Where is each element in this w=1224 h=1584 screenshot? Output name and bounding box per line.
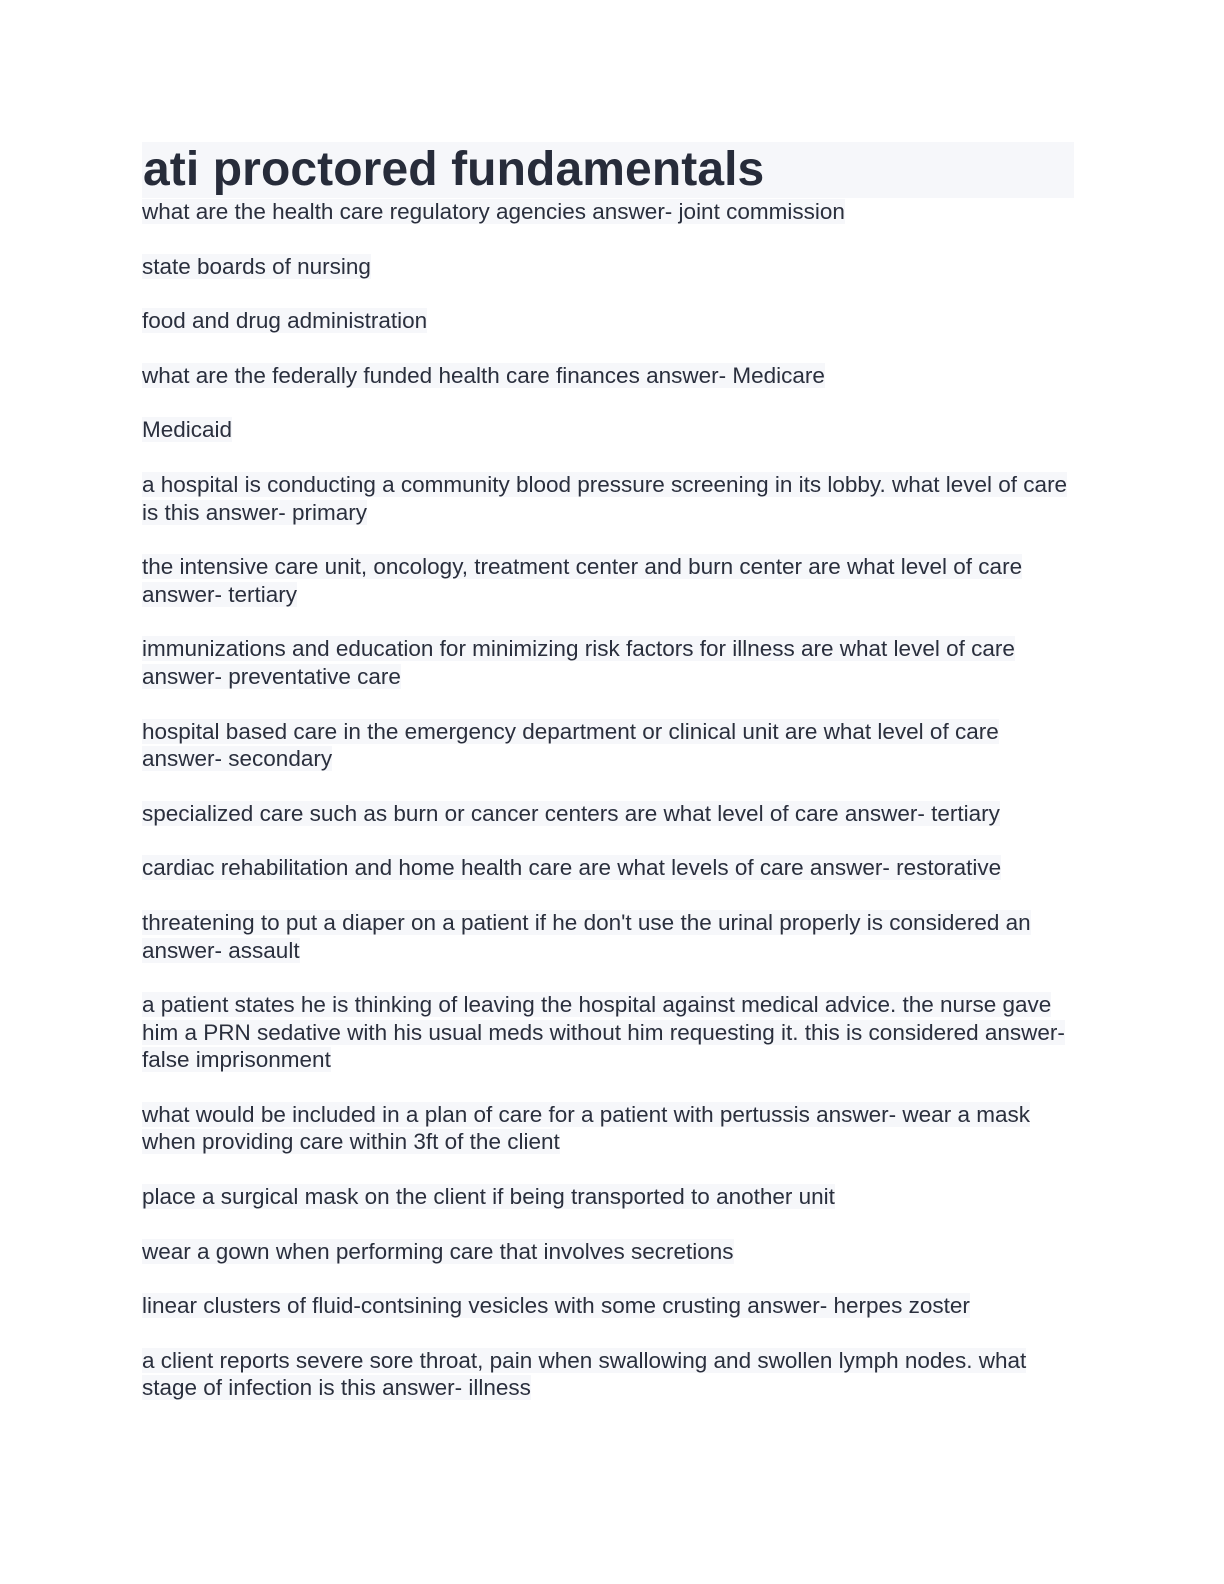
document-title: ati proctored fundamentals <box>143 143 765 196</box>
entry-paragraph <box>142 553 1074 608</box>
entry-paragraph <box>142 909 1074 964</box>
entry-text: what are the federally funded health care finances answer- Medicare <box>142 362 825 388</box>
entry-paragraph <box>142 1238 1074 1266</box>
entry-text: state boards of nursing <box>142 253 371 279</box>
entry-text: a hospital is conducting a community blood pressure screening in its lobby. what level of care is this answer- primary <box>142 471 1068 525</box>
entry-text: a client reports severe sore throat, pain when swallowing and swollen lymph nodes. what stage of infection is this answer- illness <box>142 1347 1027 1401</box>
entry-text: wear a gown when performing care that involves secretions <box>142 1238 734 1264</box>
entry-paragraph <box>142 253 1074 281</box>
entry-paragraph <box>142 718 1074 773</box>
entry-text: food and drug administration <box>142 308 428 334</box>
entry-paragraph <box>142 416 1074 444</box>
entry-paragraph <box>142 991 1074 1074</box>
entry-paragraph <box>142 1183 1074 1211</box>
entry-text: what are the health care regulatory agencies answer- joint commission <box>142 199 845 224</box>
entry-text: linear clusters of fluid-contsining vesicles with some crusting answer- herpes zoster <box>142 1293 970 1319</box>
entry-paragraph <box>142 1101 1074 1156</box>
document-page <box>142 142 1074 1429</box>
entry-text: hospital based care in the emergency department or clinical unit are what level of care answer- secondary <box>142 718 999 772</box>
entry-text: cardiac rehabilitation and home health care are what levels of care answer- restorative <box>142 855 1002 881</box>
entry-paragraph <box>142 854 1074 882</box>
entry-text: Medicaid <box>142 417 233 443</box>
entry-paragraph <box>142 198 1074 226</box>
title-band <box>142 142 1074 198</box>
entry-paragraph <box>142 362 1074 390</box>
entry-paragraph <box>142 307 1074 335</box>
entry-text: the intensive care unit, oncology, treatment center and burn center are what level of care answer- tertiary <box>142 554 1023 607</box>
entry-paragraph <box>142 1347 1074 1402</box>
entry-paragraph <box>142 471 1074 526</box>
entry-paragraph <box>142 1292 1074 1320</box>
entry-text: immunizations and education for minimizing risk factors for illness are what level of care answer- preventative care <box>142 636 1015 689</box>
entry-paragraph <box>142 635 1074 690</box>
entry-text: specialized care such as burn or cancer centers are what level of care answer- tertiary <box>142 800 1000 826</box>
entry-text: place a surgical mask on the client if being transported to another unit <box>142 1184 835 1210</box>
entry-text: what would be included in a plan of care for a patient with pertussis answer- wear a mask when providing care within 3ft of the client <box>142 1101 1030 1155</box>
entry-text: a patient states he is thinking of leaving the hospital against medical advice. the nurse gave him a PRN sedative with his usual meds without him requesting it. this is considered answer- false imprisonment <box>142 992 1065 1073</box>
entry-list <box>142 198 1074 1402</box>
entry-paragraph <box>142 800 1074 828</box>
entry-text: threatening to put a diaper on a patient if he don't use the urinal properly is considered an answer- assault <box>142 909 1031 963</box>
